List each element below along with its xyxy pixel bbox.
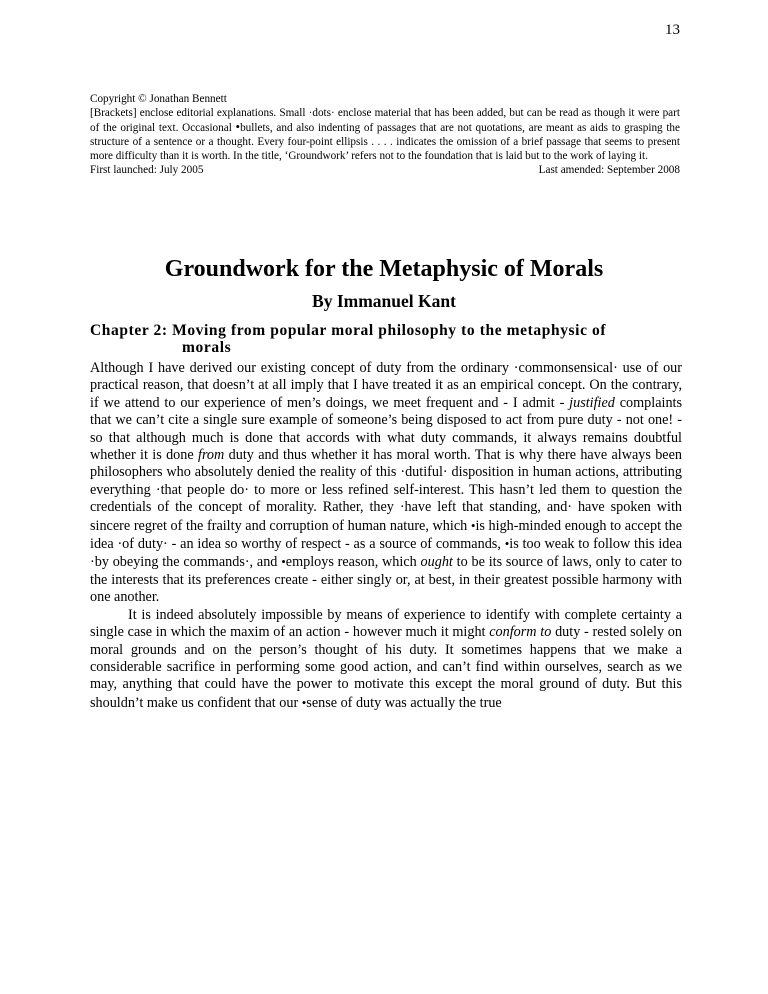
body-text <box>90 360 682 712</box>
chapter-heading <box>90 322 685 356</box>
bullet-icon: • <box>504 536 510 552</box>
text-run: to be its source of laws, only to cater to the interests that its preferences create - either singly or, at best, in their greatest possible harmony with one another. <box>90 554 682 606</box>
chapter-heading-line1: Chapter 2: Moving from popular moral philosophy to the metaphysic of <box>90 322 607 339</box>
text-run: Although I have derived our existing concept of duty from the ordinary ·commonsensical· use of our practical reason, that doesn’t at all imply that I have treated it as an empirical concept. On the contrary, if we attend to our experience of men’s doings, we meet frequent and - I admit - <box>90 360 682 411</box>
page-title: Groundwork for the Metaphysic of Morals <box>164 256 604 282</box>
bullet-icon: • <box>281 554 286 570</box>
text-run: is high-minded enough to accept the idea ·of duty· - an idea so worthy of respect - as a source of commands, <box>90 517 682 553</box>
bullet-icon: • <box>235 119 241 134</box>
chapter-heading-line2: morals <box>182 339 232 356</box>
page-number: 13 <box>665 22 680 38</box>
text-run: It is indeed absolutely impossible by means of experience to identify with complete certainty a single case in which the maxim of an action - however much it might <box>90 606 682 641</box>
text-run: employs reason, which <box>285 554 421 571</box>
note-text: [Brackets] enclose editorial explanations. Small ·dots· enclose material that has been added, but can be read as though it were part of the original text. Occasional <box>90 107 680 134</box>
last-amended: Last amended: September 2008 <box>538 164 680 176</box>
note-text: bullets, and also indenting of passages that are not quotations, are meant as aids to grasping the structure of a sentence or a thought. Every four-point ellipsis . . . . indicates the omission of a brief passage that seems to present more difficulty than it is worth. In the title, ‘Groundwork’ refers not to the foundation that is laid but to the work of laying it. <box>90 122 680 162</box>
bullet-icon: • <box>470 517 476 533</box>
emphasis: conform to <box>489 624 552 641</box>
text-run: complaints that we can’t cite a single sure example of someone’s being disposed to act from pure duty - not one! - so that although much is done that accords with what duty commands, it always remains doubtful whether it is done <box>90 394 682 464</box>
front-matter <box>90 92 680 177</box>
text-run: is too weak to follow this idea ·by obeying the commands·, and <box>90 536 682 571</box>
paragraph-1 <box>90 360 682 607</box>
text-run: duty - rested solely on moral grounds and on the person’s thought of his duty. It sometimes happens that we make a considerable sacrifice in performing some good action, and can’t find within ourselves, search as we may, anything that could have the power to motivate this except the moral ground of duty. But this shouldn’t make us confident that our <box>90 624 682 711</box>
first-launched: First launched: July 2005 <box>90 164 204 176</box>
emphasis: justified <box>569 394 615 411</box>
emphasis: ought <box>420 554 453 571</box>
copyright-line: Copyright © Jonathan Bennett <box>90 93 227 105</box>
editorial-note <box>90 106 680 163</box>
paragraph-2 <box>90 607 682 712</box>
emphasis: from <box>198 447 225 464</box>
author-line: By Immanuel Kant <box>312 291 456 311</box>
dates-row <box>90 163 680 177</box>
text-run: sense of duty was actually the true <box>306 694 502 711</box>
bullet-icon: • <box>301 694 307 710</box>
text-run: duty and thus whether it has moral worth. That is why there have always been philosophers who absolutely denied the reality of this ·dutiful· disposition in human actions, attributing everything ·that people do· to more or less refined self-interest. This hasn’t led them to question the credentials of the concept of morality. Rather, they ·have left that standing, and· have spoken with sincere regret of the frailty and corruption of human nature, which <box>90 447 682 534</box>
